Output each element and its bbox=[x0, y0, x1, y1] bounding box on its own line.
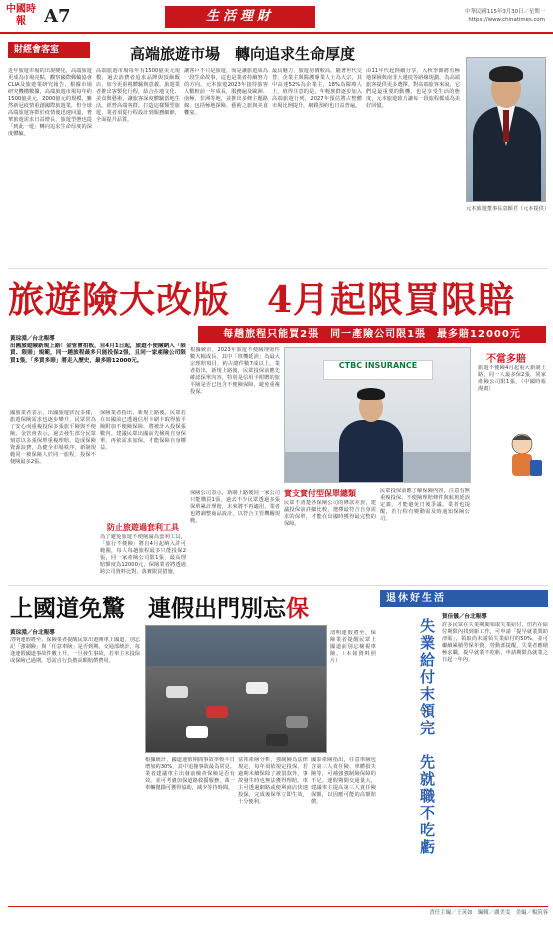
highway-traffic-photo bbox=[145, 625, 327, 753]
article3-headline: 上國道免驚 連假出門別忘保 bbox=[10, 595, 309, 622]
page-number: A7 bbox=[44, 6, 71, 27]
article1-column-4: 最具魅力，旅遊房價較高。隨著世代交替，企業主與醫護專業人士為大宗，其中高達52%為企業主，18%為醫療人士，值得注意的是，年輕族群逐步加入高端旅遊行列，2027年預估將占整體市場比例提升，網路預約也日益普遍。 bbox=[272, 68, 362, 109]
newspaper-logo: 中國時報 bbox=[6, 4, 36, 27]
pub-date: 中華民國115年3月30日／星期一 bbox=[465, 9, 545, 15]
article1-column-1: 近年旅遊市場的出現變化，高端旅遊更成為市場亮點。觀察國際郵輪協會CLIA及旅遊業研究報告，根據市場研究機構數據，高端旅遊市場每年約1500億美元，2000億元的規模，雖然新冠疫情重創國際旅遊業，但全球高端旅遊客群於疫情後迅速回溫，奢華旅遊需求日益增長，旅遊型態也從「到此一遊」轉向追求生命厚度的深度體驗。 bbox=[8, 68, 92, 137]
page-header bbox=[0, 0, 553, 34]
article2-subhead: 防止旅遊過套利工具 bbox=[107, 523, 179, 532]
article2-byline: 黃琮淵／台北報導 bbox=[10, 336, 55, 342]
publication-info bbox=[465, 8, 545, 24]
photo-sign: CTBC INSURANCE bbox=[323, 360, 433, 380]
article3-byline: 黃琮淵／台北報導 bbox=[10, 630, 55, 636]
retirement-vertical-title: 失業給付末領完 先就職不吃虧 bbox=[418, 618, 436, 856]
photo2-body: 民眾不清楚各保險公司的條款差異，建議投保前詳細比較，選擇最符合自身需求的保單，才能在出國時獲得最完整的保障。 bbox=[284, 500, 376, 527]
article3-column-1: 清明連假將至，保險業者提醒民眾出遊開車上國道，別忘記「強制險」與「任意車險」是否到期。交通部統計，每逢連假國道事故件數上升，一旦發生事故，若車主未投保或保險已過期，恐需自行負擔高額賠償費用。 bbox=[10, 637, 140, 664]
photo2-caption: 實支實付型保單總類 bbox=[284, 489, 356, 498]
article1-column-2: 高端旅遊市場每年有1500億美元規模，過去消費者追求品牌與頂級飯店，如今更重視體驗與意義。旅遊業者推出客製化行程，結合在地文化、美食與藝術，讓旅客深度體驗當地生活。經營高端客群，打造這樣類型旅遊，業者須從行程設計到服務細節，全面提升品質。 bbox=[96, 68, 180, 123]
retirement-byline: 賀佳儀／台北報導 bbox=[442, 614, 487, 620]
article2-column-1: 國旅業者表示，出國旅遊狀況多樣，旅遊保險需求也逐步攀升，民眾常為了安心而重複投保多張旅平險與不便險。金管會表示，過去發生部分民眾刻意以多張保單重複理賠，造成保險資源浪費，為健全市場秩序，新制規範同一被保險人於同一旅程，投保不便險最多2張。 bbox=[10, 410, 96, 465]
article2-column-2: 根據統計，2023年旅遊不便險理賠件數大幅成長，其中「班機延誤」為最大宗理賠項目，約占總件數7成以上。業者指出，新規上路後，民眾投保前應先確認保單內容，特別是信用卡附贈的旅平險是否已包含不便險保障，避免重複投保。 bbox=[190, 347, 280, 395]
article3-column-2: 根據統計，國道連假期間事故率較平日增加約30%，其中追撞事故最為常見。業者建議車主出發前檢查保險是否有效，並可考慮加保道路救援服務，萬一車輛拋錨可獲得協助，減少等待時間。 bbox=[145, 757, 235, 791]
sidebar-title: 不當多賠 bbox=[486, 354, 526, 365]
page-footer: 責任主編／王英如 編輯／盧美雯 美編／楊筑蓉 bbox=[8, 906, 548, 920]
retirement-body: 許多民眾在失業期間領取失業給付，但若在給付期限內找到新工作，可申請「提早就業獎助津貼」，領取尚未請領失業給付的50%，並可繼續累積勞保年資。勞動部提醒，失業者應積極求職，提早就業不吃虧，申請期限為就業之日起一年內。 bbox=[442, 622, 548, 663]
article2-lead: 出國旅遊險新規上路！金管會拍板，自4月1日起，旅遊不便險納入「限買、限賠」規範，同一趟旅程最多只能投保2張，且同一家產險公司限買1張，「多買多賠」將走入歷史，最多賠12000元。 bbox=[10, 343, 186, 364]
portrait-caption: 元本旅遊董事長袁穎君（元本提供） bbox=[466, 206, 550, 212]
article3-column-4: 國泰產險指出，任意車險包含第三人責任險、車體損失險等，可補強強制險保障的不足。連假期間交通量大，建議車主提高第三人責任險保額，以因應可能的高額賠償。 bbox=[311, 757, 376, 805]
cartoon-illustration bbox=[500, 430, 544, 484]
article2-column-5: 保險公司表示，新制上路後同一家公司只能購買1張，過去不少民眾透過多張保單累計理賠，未來將不再適用，業者也將調整商品設計，以符合主管機關規範。 bbox=[190, 490, 280, 524]
sub-banner: 每趟旅程只能買2張 同一產險公司限1張 最多賠12000元 bbox=[198, 326, 546, 343]
sidebar-body: 旅遊不便險4月起重大新制上路，同一人最多保2張，同家產險公司限1張。（中國時報漫畫） bbox=[478, 365, 546, 392]
article2-column-4: 保險業者指出，新規上路後，民眾若在出國前已透過信用卡刷卡取得旅平險附加不便險保障，將被計入投保張數內。建議民眾出國前先檢視自身保單，再依需求加保，才能保障自身權益。 bbox=[100, 410, 186, 451]
article2-column-3: 為了避免旅遊不便險淪為套利工具，「旅行不便險」將自4月起納入許可範圍，每人每趟旅程最多只能投保2張，同一家產險公司限1張，最高理賠額度為12000元，保險業者將透過跨公司資料比對，落實限買措施。 bbox=[100, 534, 186, 575]
article3-photo-caption: 清明連假將至，保險業者提醒民眾上國道前別忘檢視車險。（本報資料照片） bbox=[330, 630, 376, 664]
portrait-photo bbox=[466, 57, 546, 202]
article1-column-3: 讓客戶不只是旅遊，而是讓旅遊成為一段生命故事，這也是業者持續努力的方向。元本旅遊2023年接待旅客人數較前一年成長，服務遍及歐洲、南極、非洲等地，並推出多條主題路線，包括極地探險、藝術之旅與美食饗宴。 bbox=[184, 68, 268, 116]
section-banner: 生活理財 bbox=[165, 6, 315, 28]
article1-column-5: 由11年代起陸續分享，入秋季節將有極地探險與南非大遷徙等路線規劃，為高端旅客提供更多選擇。對高端旅客來說，它們是最重要的動機，也是享受生活的態度，元本旅遊致力讓每一段旅程都成為美好回憶。 bbox=[366, 68, 460, 109]
insurance-office-photo bbox=[284, 347, 471, 483]
website-link[interactable]: https://www.chinatimes.com bbox=[468, 17, 545, 23]
main-headline: 旅遊險大改版 4月起限買限賠 bbox=[8, 279, 516, 321]
retirement-banner: 退休好生活 bbox=[380, 590, 548, 607]
article1-headline: 高端旅遊市場 轉向追求生命厚度 bbox=[130, 45, 356, 63]
article2-tail: 民眾投保前應了解保險內容，注意有無重複投保、不便險理賠條件與航班延誤定義，才能避免日後爭議。業者也提醒，若行程有變動需及時通知保險公司。 bbox=[380, 488, 470, 522]
article3-column-3: 富邦產險分析，強制險為法律規定，每年須依規定投保，若過期未續保除了被罰款外，事故發生時也無法獲得理賠。車主可透過網路或便利商店快速投保，完成後保單立即生效，十分便利。 bbox=[238, 757, 308, 805]
column-tag: 財經會客室 bbox=[8, 42, 90, 58]
